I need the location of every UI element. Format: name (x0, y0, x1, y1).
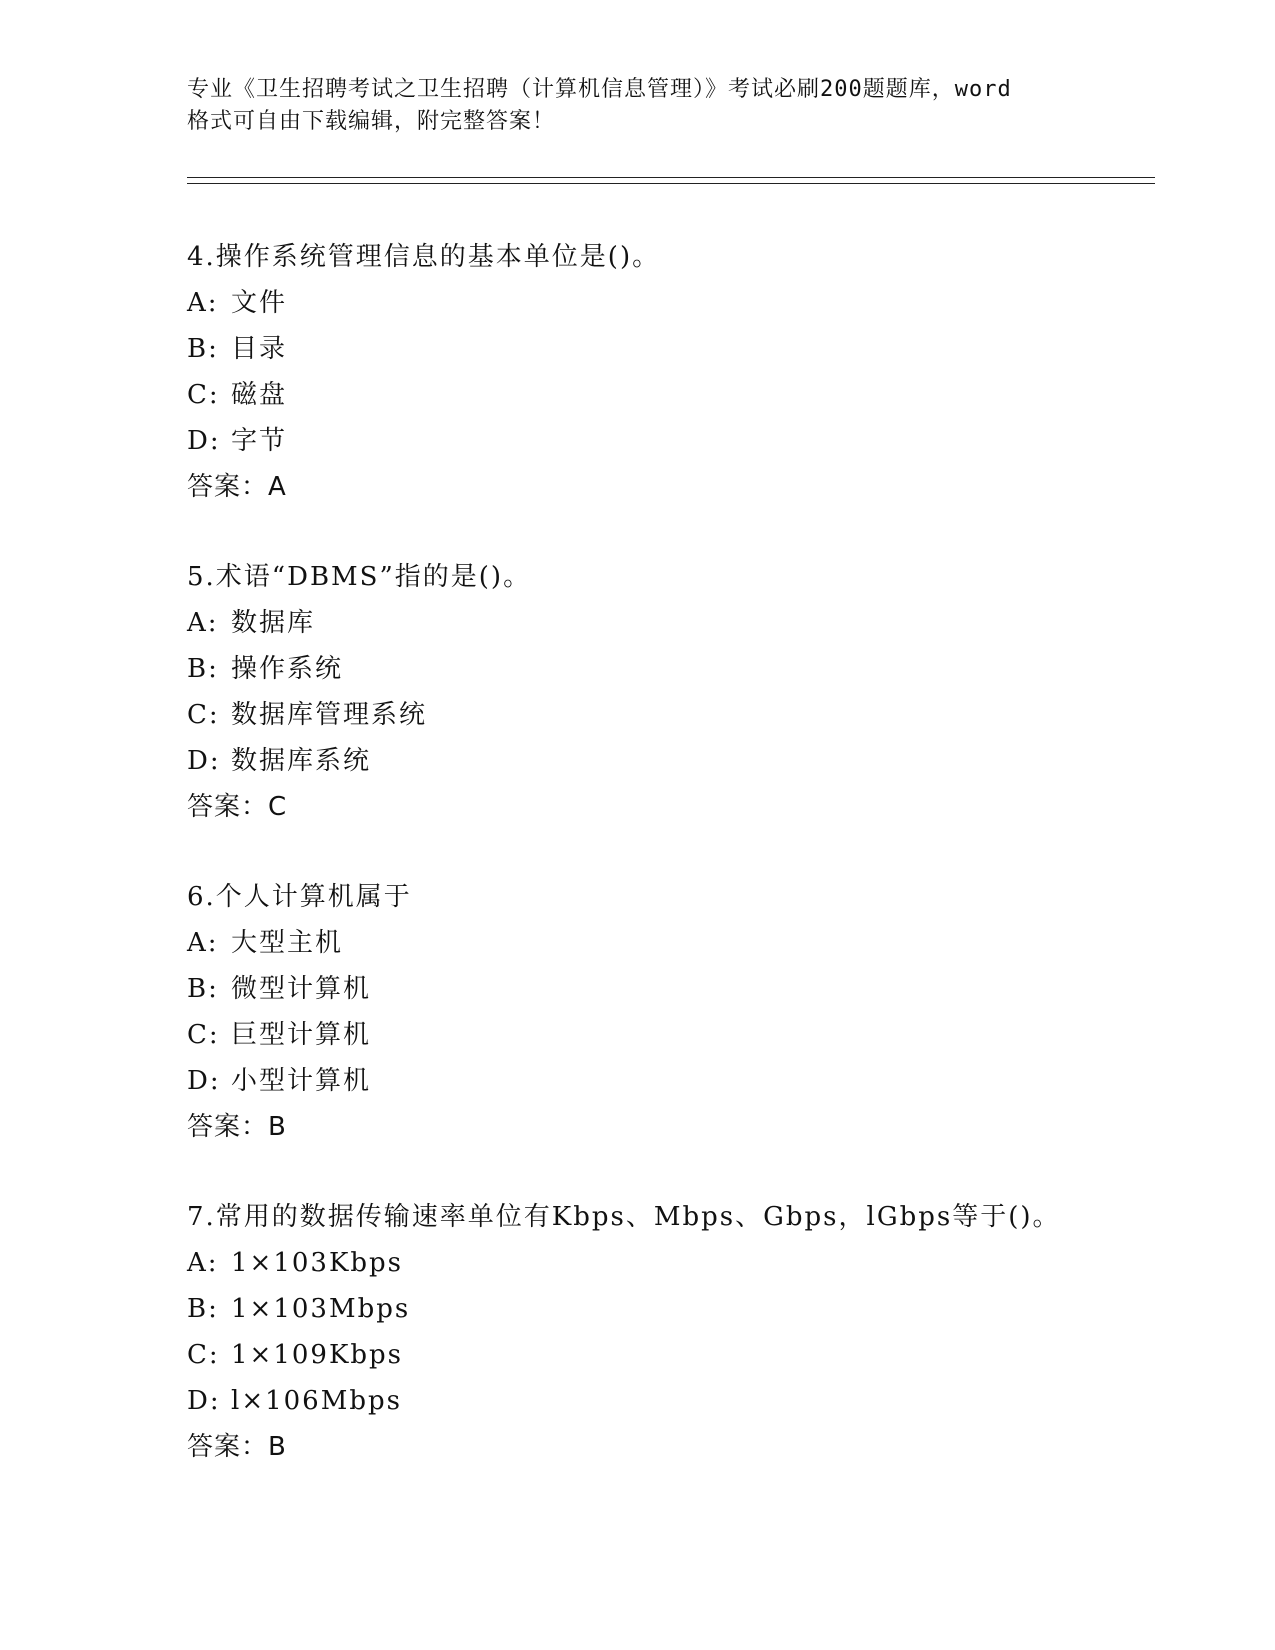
option-text: 数据库管理系统 (231, 700, 428, 730)
header-line-1: 专业《卫生招聘考试之卫生招聘（计算机信息管理）》考试必刷200题题库，word (187, 77, 1012, 102)
option-letter: B: (187, 334, 219, 364)
option-text: 目录 (231, 334, 288, 364)
option-letter: C: (187, 380, 220, 410)
question-block (187, 1194, 1187, 1470)
option-letter: D: (187, 1386, 221, 1416)
header-line-2: 格式可自由下载编辑，附完整答案！ (187, 109, 556, 134)
option-letter: C: (187, 1020, 220, 1050)
document-header (187, 74, 1087, 138)
option-c (187, 1012, 1187, 1058)
answer-line: 答案：A (187, 472, 287, 502)
option-text: 微型计算机 (231, 974, 372, 1004)
option-a (187, 600, 1187, 646)
option-text: 文件 (231, 288, 288, 318)
header-divider-bottom (187, 183, 1155, 184)
option-a (187, 1240, 1187, 1286)
option-text: 1×103Mbps (231, 1294, 411, 1324)
option-text: 操作系统 (231, 654, 344, 684)
option-b (187, 646, 1187, 692)
option-d (187, 1058, 1187, 1104)
option-text: 1×103Kbps (231, 1248, 404, 1278)
option-text: 大型主机 (231, 928, 344, 958)
question-block (187, 554, 1187, 830)
question-block (187, 234, 1187, 510)
option-letter: B: (187, 1294, 219, 1324)
option-text: 数据库系统 (231, 746, 372, 776)
question-block (187, 874, 1187, 1150)
option-letter: C: (187, 700, 220, 730)
option-text: 巨型计算机 (231, 1020, 372, 1050)
option-letter: D: (187, 426, 221, 456)
option-letter: D: (187, 746, 221, 776)
option-letter: A: (187, 288, 219, 318)
option-text: 1×109Kbps (231, 1340, 404, 1370)
answer-line: 答案：B (187, 1432, 287, 1462)
option-a (187, 920, 1187, 966)
option-b (187, 966, 1187, 1012)
answer-line: 答案：C (187, 792, 288, 822)
option-d (187, 1378, 1187, 1424)
option-text: 数据库 (231, 608, 316, 638)
option-text: 小型计算机 (231, 1066, 372, 1096)
option-c (187, 692, 1187, 738)
answer-line: 答案：B (187, 1112, 287, 1142)
option-b (187, 1286, 1187, 1332)
option-c (187, 1332, 1187, 1378)
question-stem: 5.术语“DBMS”指的是()。 (187, 562, 532, 592)
option-c (187, 372, 1187, 418)
option-letter: A: (187, 928, 219, 958)
option-b (187, 326, 1187, 372)
option-text: 磁盘 (231, 380, 288, 410)
option-d (187, 738, 1187, 784)
option-text: l×106Mbps (231, 1386, 402, 1416)
header-divider-top (187, 177, 1155, 178)
option-letter: C: (187, 1340, 220, 1370)
option-letter: B: (187, 974, 219, 1004)
option-letter: D: (187, 1066, 221, 1096)
option-letter: B: (187, 654, 219, 684)
option-d (187, 418, 1187, 464)
option-text: 字节 (231, 426, 288, 456)
option-a (187, 280, 1187, 326)
question-stem: 4.操作系统管理信息的基本单位是()。 (187, 242, 661, 272)
question-stem: 6.个人计算机属于 (187, 882, 412, 912)
question-stem: 7.常用的数据传输速率单位有Kbps、Mbps、Gbps，lGbps等于()。 (187, 1202, 1061, 1232)
option-letter: A: (187, 608, 219, 638)
option-letter: A: (187, 1248, 219, 1278)
